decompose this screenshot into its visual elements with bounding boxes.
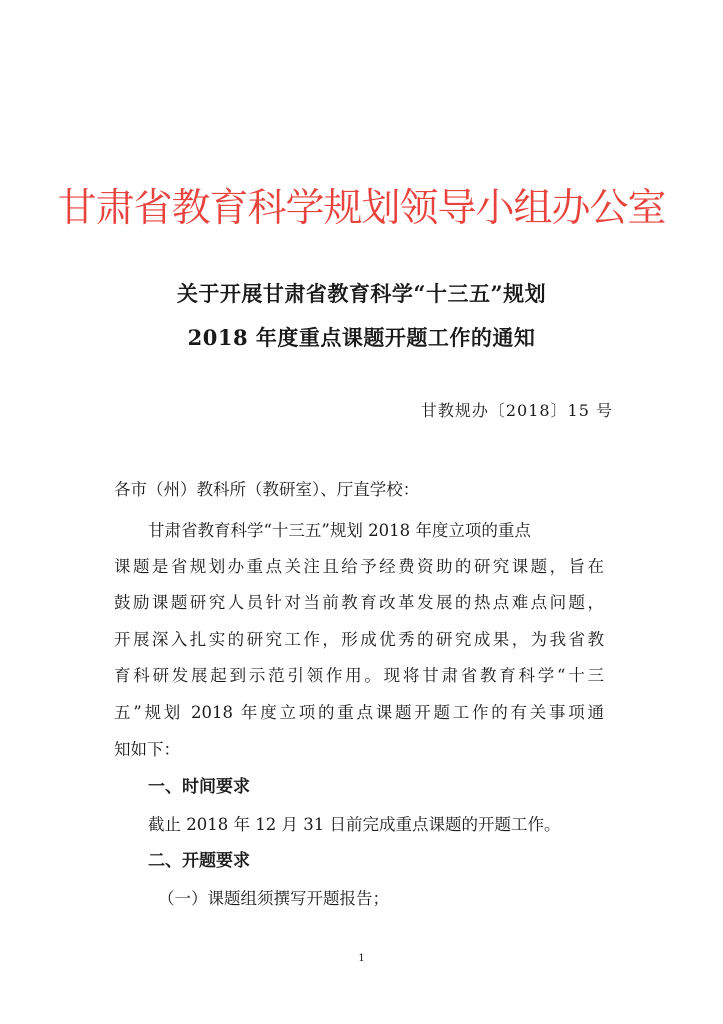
section-heading-time-requirements: 一、时间要求 [148,777,250,797]
paragraph-line: 开展深入扎实的研究工作，形成优秀的研究成果，为我省教 [114,630,604,649]
paragraph-line: 知如下： [114,740,180,759]
document-title-line-2: 2018 年度重点课题开题工作的通知 [187,325,536,350]
paragraph-line: 课题是省规划办重点关注且给予经费资助的研究课题，旨在 [114,557,604,576]
section-text: 截止 2018 年 12 月 31 日前完成重点课题的开题工作。 [148,815,561,834]
paragraph-line: 甘肃省教育科学“十三五”规划 2018 年度立项的重点 [148,521,531,540]
document-title-line-1: 关于开展甘肃省教育科学“十三五”规划 [176,281,547,306]
paragraph-line: 育科研发展起到示范引领作用。现将甘肃省教育科学“十三 [114,666,604,685]
document-number: 甘教规办〔2018〕15 号 [420,401,613,420]
page-number: 1 [358,953,365,964]
section-list-item: （一）课题组须撰写开题报告； [158,889,389,908]
salutation: 各市（州）教科所（教研室）、厅直学校： [114,480,420,499]
paragraph-line: 鼓励课题研究人员针对当前教育改革发展的热点难点问题， [114,593,604,612]
section-heading-opening-requirements: 二、开题要求 [148,851,250,871]
paragraph-line: 五”规划 2018 年度立项的重点课题开题工作的有关事项通 [114,703,604,722]
issuing-organization-title: 甘肃省教育科学规划领导小组办公室 [57,186,666,231]
